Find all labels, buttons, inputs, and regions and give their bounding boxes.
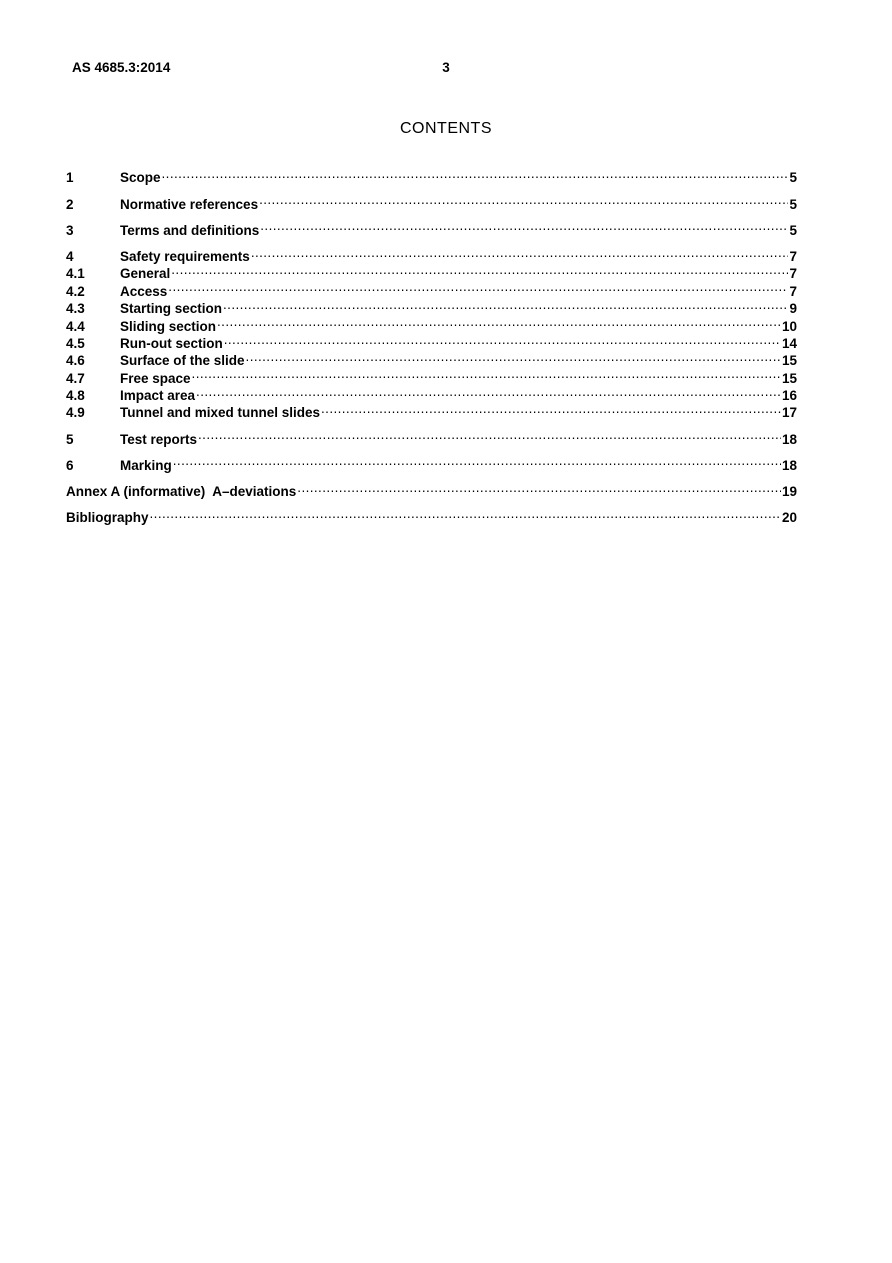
toc-entry-title: Run-out section: [120, 335, 223, 351]
toc-entry-number: 4.6: [66, 353, 85, 369]
toc-entry-title: Sliding section: [120, 318, 217, 334]
toc-entry-test-reports[interactable]: [66, 426, 797, 447]
toc-entry-page: 20: [781, 510, 797, 526]
toc-entry-title: Impact area: [120, 388, 196, 404]
toc-entry-number: 1: [66, 170, 74, 186]
table-of-contents: [66, 165, 797, 526]
toc-entry-number: 3: [66, 222, 74, 238]
toc-entry-scope[interactable]: [66, 165, 797, 186]
toc-entry-page: 15: [781, 353, 797, 369]
toc-entry-page: 5: [789, 170, 797, 186]
toc-dot-leader: [321, 400, 781, 417]
toc-entry-title: Tunnel and mixed tunnel slides: [120, 405, 321, 421]
toc-entry-title: Scope: [120, 170, 161, 186]
toc-entry-page: 5: [789, 222, 797, 238]
toc-entry-page: 5: [789, 196, 797, 212]
toc-entry-title: Access: [120, 283, 168, 299]
toc-dot-leader: [251, 244, 789, 261]
toc-entry-page: 9: [789, 301, 797, 317]
toc-dot-leader: [224, 331, 781, 348]
toc-entry-page: 16: [781, 388, 797, 404]
toc-dot-leader: [171, 261, 788, 278]
toc-dot-leader: [173, 452, 781, 469]
toc-dot-leader: [196, 383, 781, 400]
toc-entry-title: Annex A (informative) A–deviations: [66, 484, 297, 500]
toc-entry-annex-a[interactable]: [66, 479, 797, 500]
toc-entry-starting-section[interactable]: [66, 296, 797, 317]
toc-entry-general[interactable]: [66, 261, 797, 282]
toc-entry-number: 4.7: [66, 370, 85, 386]
toc-entry-number: 4.1: [66, 266, 85, 282]
toc-entry-title: Terms and definitions: [120, 222, 260, 238]
toc-entry-bibliography[interactable]: [66, 505, 797, 526]
toc-entry-page: 18: [781, 431, 797, 447]
toc-entry-number: 4.4: [66, 318, 85, 334]
toc-entry-page: 14: [781, 335, 797, 351]
toc-dot-leader: [162, 165, 789, 182]
toc-entry-title: Normative references: [120, 196, 259, 212]
toc-entry-number: 6: [66, 457, 74, 473]
toc-entry-number: 5: [66, 431, 74, 447]
document-id: AS 4685.3:2014: [72, 60, 171, 75]
toc-entry-title: Bibliography: [66, 510, 149, 526]
toc-entry-marking[interactable]: [66, 452, 797, 473]
toc-entry-title: Test reports: [120, 431, 198, 447]
toc-entry-title: Starting section: [120, 301, 223, 317]
toc-entry-page: 7: [789, 266, 797, 282]
page-header: [72, 60, 820, 76]
toc-dot-leader: [246, 348, 781, 365]
toc-dot-leader: [168, 278, 788, 295]
toc-entry-title: Free space: [120, 370, 191, 386]
toc-entry-number: 4.9: [66, 405, 85, 421]
toc-entry-title: Marking: [120, 457, 172, 473]
toc-entry-title: Surface of the slide: [120, 353, 245, 369]
toc-entry-page: 10: [781, 318, 797, 334]
toc-entry-page: 17: [781, 405, 797, 421]
toc-entry-number: 4: [66, 248, 74, 264]
toc-dot-leader: [198, 426, 781, 443]
toc-entry-access[interactable]: [66, 278, 797, 299]
toc-dot-leader: [297, 479, 781, 496]
toc-entry-number: 4.3: [66, 301, 85, 317]
toc-entry-page: 7: [789, 283, 797, 299]
toc-dot-leader: [150, 505, 781, 522]
toc-entry-page: 15: [781, 370, 797, 386]
toc-entry-normative-references[interactable]: [66, 191, 797, 212]
toc-entry-title: General: [120, 266, 171, 282]
toc-entry-number: 4.8: [66, 388, 85, 404]
toc-dot-leader: [260, 217, 788, 234]
toc-entry-title: Safety requirements: [120, 248, 250, 264]
toc-dot-leader: [192, 365, 781, 382]
toc-entry-terms-and-definitions[interactable]: [66, 217, 797, 238]
toc-entry-number: 4.2: [66, 283, 85, 299]
toc-entry-page: 19: [781, 484, 797, 500]
toc-dot-leader: [223, 296, 788, 313]
toc-dot-leader: [259, 191, 788, 208]
toc-entry-safety-requirements[interactable]: [66, 244, 797, 264]
contents-title: CONTENTS: [400, 120, 492, 137]
toc-entry-page: 7: [789, 248, 797, 264]
toc-entry-page: 18: [781, 457, 797, 473]
toc-entry-number: 2: [66, 196, 74, 212]
toc-entry-number: 4.5: [66, 335, 85, 351]
toc-dot-leader: [217, 313, 781, 330]
page-number: 3: [442, 60, 450, 75]
